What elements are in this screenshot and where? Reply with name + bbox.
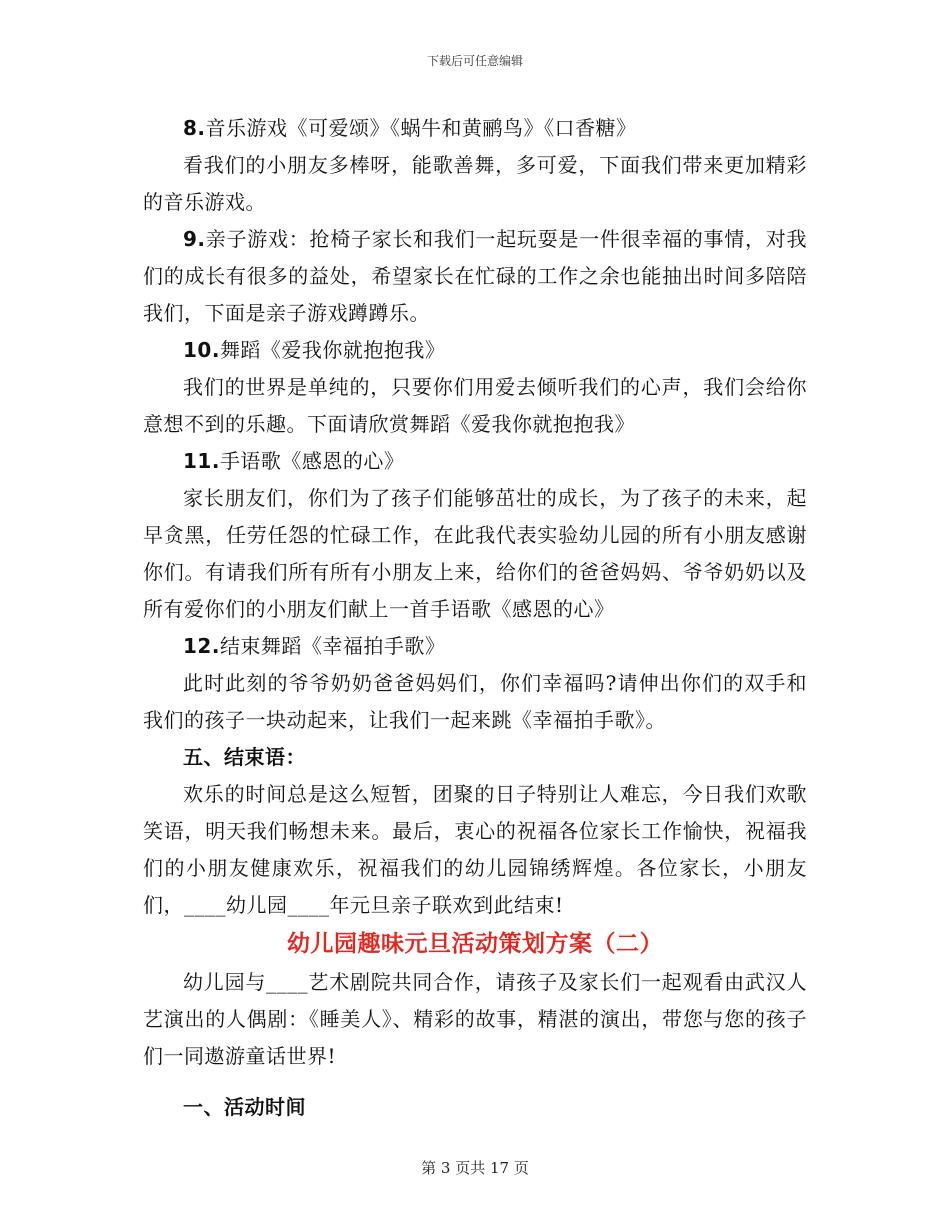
item-text: 手语歌《感恩的心》 [219,449,405,473]
document-body [143,110,807,1126]
list-item-9 [143,221,807,332]
item-number: 11. [183,449,220,473]
document-title: 幼儿园趣味元旦活动策划方案（二） [287,931,663,957]
page-header: 下载后可任意编辑 [426,54,523,68]
paragraph: 我们的世界是单纯的，只要你们用爱去倾听我们的心声，我们会给你意想不到的乐趣。下面请欣赏舞蹈《爱我你就抱抱我》 [143,375,807,436]
item-number: 12. [183,634,220,658]
item-text: 结束舞蹈《幸福拍手歌》 [219,634,446,658]
paragraph: 此时此刻的爷爷奶奶爸爸妈妈们，你们幸福吗?请伸出你们的双手和我们的孩子一块动起来，让我们一起来跳《幸福拍手歌》。 [143,671,807,732]
item-number: 8. [183,116,206,140]
paragraph: 家长朋友们，你们为了孩子们能够茁壮的成长，为了孩子的未来，起早贪黑，任劳任怨的忙碌工作，在此我代表实验幼儿园的所有小朋友感谢你们。有请我们所有所有小朋友上来，给你们的爸爸妈妈、爷爷奶奶以及所有爱你们的小朋友们献上一首手语歌《感恩的心》 [143,486,807,621]
item-text: 舞蹈《爱我你就抱抱我》 [219,338,446,362]
item-text: 亲子游戏：抢椅子家长和我们一起玩耍是一件很幸福的事情，对我们的成长有很多的益处，希望家长在忙碌的工作之余也能抽出时间多陪陪我们，下面是亲子游戏蹲蹲乐。 [143,227,807,325]
list-item-10 [143,332,807,369]
paragraph: 幼儿园与____艺术剧院共同合作，请孩子及家长们一起观看由武汉人艺演出的人偶剧：《睡美人》、精彩的故事，精湛的演出，带您与您的孩子们一同遨游童话世界! [143,970,807,1068]
list-item-12 [143,628,807,665]
paragraph: 欢乐的时间总是这么短暂，团聚的日子特别让人难忘，今日我们欢歌笑语，明天我们畅想未来。最后，衷心的祝福各位家长工作愉快，祝福我们的小朋友健康欢乐，祝福我们的幼儿园锦绣辉煌。各位家长，小朋友们，____幼儿园____年元旦亲子联欢到此结束! [143,782,807,917]
item-number: 9. [183,227,206,251]
list-item-11 [143,443,807,480]
section-heading: 五、结束语： [183,745,306,769]
item-text: 音乐游戏《可爱颂》《蜗牛和黄鹂鸟》《口香糖》 [205,116,637,140]
paragraph: 看我们的小朋友多棒呀，能歌善舞，多可爱，下面我们带来更加精彩的音乐游戏。 [143,153,807,214]
section-heading: 一、活动时间 [183,1095,306,1119]
page-footer: 第 3 页共 17 页 [421,1159,529,1177]
list-item-8 [143,110,807,147]
item-number: 10. [183,338,220,362]
